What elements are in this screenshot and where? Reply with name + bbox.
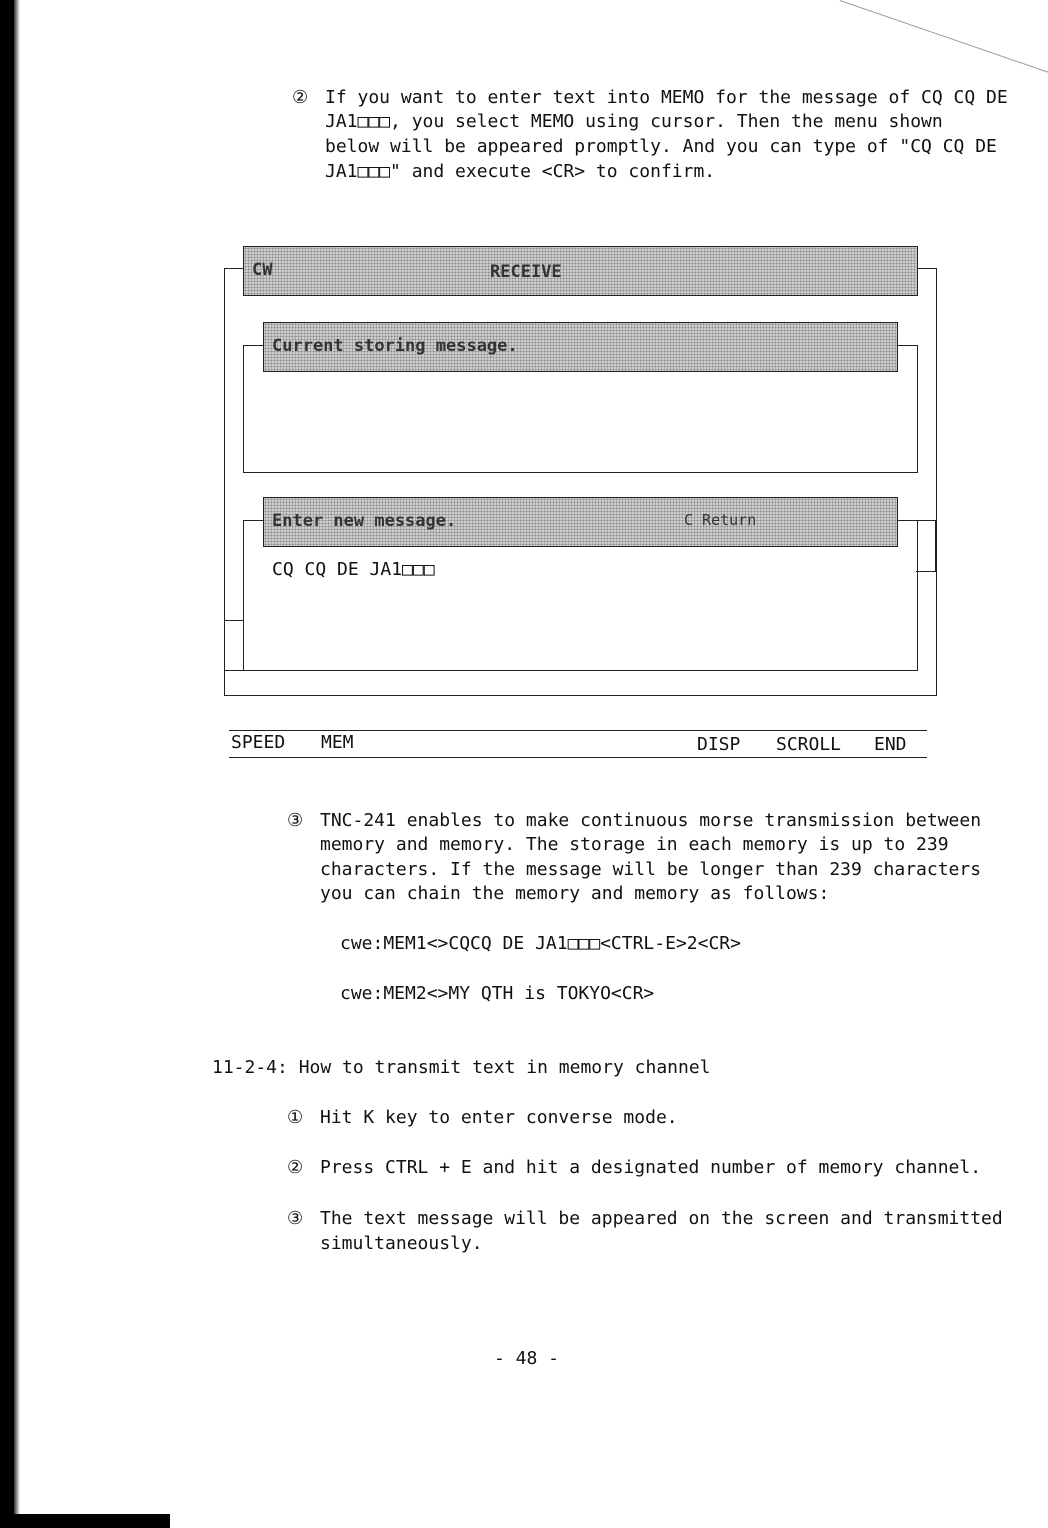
note3-marker: ③: [287, 810, 304, 831]
scan-bottom-corner: [0, 1514, 170, 1528]
step1-marker: ①: [287, 1107, 304, 1128]
status-label: RECEIVE: [490, 262, 562, 282]
step2-line-1: Press CTRL + E and hit a designated number of memory channel.: [320, 1157, 982, 1178]
right-side-bracket: [916, 520, 936, 572]
menu-bottom-line: [229, 757, 927, 758]
step3-line-1: The text message will be appeared on the screen and transmitted: [320, 1208, 1003, 1229]
intro-line-1: If you want to enter text into MEMO for the message of CQ CQ DE: [325, 87, 1008, 108]
enter-message-title: Enter new message.: [272, 511, 457, 531]
status-bar: [243, 246, 918, 296]
step2-marker: ②: [287, 1157, 304, 1178]
example-2: cwe:MEM2<>MY QTH is TOKYO<CR>: [340, 983, 655, 1004]
example-1: cwe:MEM1<>CQCQ DE JA1□□□<CTRL-E>2<CR>: [340, 933, 741, 954]
intro-line-2: JA1□□□, you select MEMO using cursor. Then the menu shown: [325, 111, 943, 132]
mode-label: CW: [252, 260, 273, 280]
scan-left-edge-shadow: [14, 0, 20, 1528]
note3-line-3: characters. If the message will be longer than 239 characters: [320, 859, 982, 880]
step3-marker: ③: [287, 1208, 304, 1229]
note3-line-2: memory and memory. The storage in each memory is up to 239: [320, 834, 949, 855]
step3-line-2: simultaneously.: [320, 1233, 483, 1254]
menu-top-line: [229, 730, 927, 731]
left-side-bracket: [224, 620, 244, 671]
section-heading: 11-2-4: How to transmit text in memory channel: [212, 1057, 711, 1078]
scan-corner-line: [840, 0, 1048, 73]
typed-message[interactable]: CQ CQ DE JA1□□□: [272, 559, 435, 580]
menu-scroll[interactable]: SCROLL: [776, 734, 842, 755]
intro-marker: ②: [292, 87, 309, 108]
menu-disp[interactable]: DISP: [697, 734, 741, 755]
menu-speed[interactable]: SPEED: [231, 732, 286, 753]
intro-line-4: JA1□□□" and execute <CR> to confirm.: [325, 161, 716, 182]
enter-message-hint: C Return: [684, 511, 757, 529]
intro-line-3: below will be appeared promptly. And you can type of "CQ CQ DE: [325, 136, 997, 157]
menu-end[interactable]: END: [874, 734, 907, 755]
page-number: - 48 -: [494, 1348, 560, 1369]
menu-mem[interactable]: MEM: [321, 732, 354, 753]
step1-line-1: Hit K key to enter converse mode.: [320, 1107, 678, 1128]
note3-line-4: you can chain the memory and memory as follows:: [320, 883, 830, 904]
note3-line-1: TNC-241 enables to make continuous morse transmission between: [320, 810, 982, 831]
scan-left-edge: [0, 0, 14, 1528]
current-message-title: Current storing message.: [272, 336, 518, 356]
